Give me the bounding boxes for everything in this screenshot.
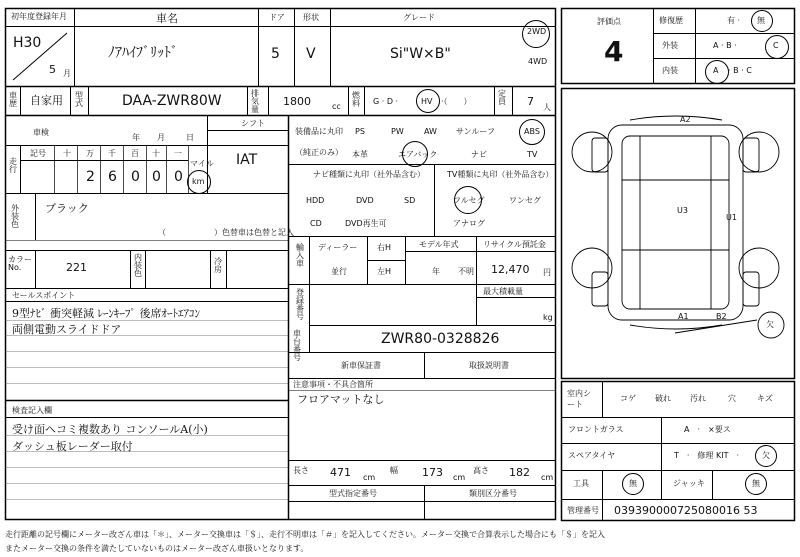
diagram-mark-u3: U3 xyxy=(677,206,688,215)
notes-value: フロアマットなし xyxy=(297,393,385,406)
seat-scratch: キズ xyxy=(757,394,773,403)
width-unit: cm xyxy=(453,473,466,482)
exterior-selected: C xyxy=(773,41,779,50)
cooling-label: 冷房 xyxy=(214,257,222,274)
left-hand: 左H xyxy=(377,267,392,276)
nav-dvd: DVD xyxy=(356,196,374,205)
color-no-label: カラーNo. xyxy=(8,255,32,272)
shape-label: 形状 xyxy=(303,13,319,22)
shape-value: V xyxy=(306,46,316,62)
interior-color-label: 内装色 xyxy=(134,253,142,278)
length-unit: cm xyxy=(363,473,376,482)
model-year-unknown: 不明 xyxy=(458,267,474,276)
mileage-digit: 0 xyxy=(174,169,183,185)
nav-sd: SD xyxy=(404,196,416,205)
mileage-digit-label: 万 xyxy=(86,149,94,158)
fuel-label: 燃料 xyxy=(352,91,360,108)
inspection-label: 車検 xyxy=(33,128,49,137)
repair-label: 修復歴 xyxy=(659,16,683,25)
equipment-label: 装備品に丸印 xyxy=(295,127,343,136)
door-value: 5 xyxy=(271,46,280,62)
mileage-unit-mile: マイル xyxy=(190,159,214,168)
mileage-digit: 2 xyxy=(86,169,95,185)
tv-oneseg: ワンセグ xyxy=(509,196,541,205)
management-no-value: 039390000725080016 53 xyxy=(614,504,758,517)
jack-label: ジャッキ xyxy=(673,479,705,488)
mileage-digit: 0 xyxy=(131,169,140,185)
equip-sunroof: サンルーフ xyxy=(456,127,495,136)
tools-label: 工具 xyxy=(573,479,589,488)
seat-tear: 破れ xyxy=(655,394,671,403)
score-label: 評価点 xyxy=(597,17,621,26)
seat-hole: 穴 xyxy=(728,394,736,403)
capacity-value: 7 xyxy=(527,95,534,108)
chassis-value: ZWR80-0328826 xyxy=(381,331,500,347)
fuel-hv: HV xyxy=(421,97,433,106)
door-label: ドア xyxy=(269,13,285,22)
inspector-note-line: ダッシュ板レーダー取付 xyxy=(12,440,133,453)
fuel-other: ·（ ） xyxy=(441,97,472,106)
inspection-year: 年 xyxy=(132,133,140,142)
height-label: 高さ xyxy=(473,466,489,475)
drive-2wd-circle xyxy=(522,20,550,48)
history-label: 車歴 xyxy=(9,91,17,108)
car-name-label: 車名 xyxy=(156,12,178,25)
exterior-options: A · B · xyxy=(713,41,737,50)
model-year-year: 年 xyxy=(432,267,440,276)
car-name-value: ﾉｱﾊｲﾌﾞﾘｯﾄﾞ xyxy=(108,45,178,61)
equipment-sub: （純正のみ） xyxy=(295,148,343,157)
fuel-options: G · D · xyxy=(373,97,399,106)
fullseg-circle xyxy=(454,186,482,214)
nav-type-label: ナビ種類に丸印（社外品含む） xyxy=(313,170,425,179)
exterior-label: 外装 xyxy=(662,41,678,50)
shift-label: シフト xyxy=(241,119,265,128)
windshield-label: フロントガラス xyxy=(568,425,624,434)
equip-leather: 本革 xyxy=(352,150,368,159)
spare-tire-label: スペアタイヤ xyxy=(568,451,616,460)
mileage-digit-label: 千 xyxy=(108,149,116,158)
mileage-digit: 6 xyxy=(108,169,117,185)
score-value: 4 xyxy=(604,35,624,68)
diagram-mark-a1: A1 xyxy=(678,312,689,321)
diagram-mark-a2: A2 xyxy=(680,115,691,124)
spare-tire-selected: 欠 xyxy=(762,451,770,460)
month-value: 5 xyxy=(49,63,56,76)
recycle-value: 12,470 xyxy=(491,263,530,276)
mileage-label: 走行 xyxy=(9,157,17,174)
right-hand: 右H xyxy=(377,243,392,252)
capacity-unit: 人 xyxy=(543,103,551,112)
equip-abs: ABS xyxy=(524,127,540,136)
shift-value: IAT xyxy=(236,152,258,168)
repair-none: 無 xyxy=(757,16,765,25)
jack-selected: 無 xyxy=(752,479,760,488)
displacement-unit: cc xyxy=(332,102,341,111)
recycle-unit: 円 xyxy=(543,268,551,277)
equip-aw: AW xyxy=(424,127,437,136)
width-value: 173 xyxy=(422,466,443,479)
diagram-mark-missing: 欠 xyxy=(766,320,774,329)
import-parallel: 並行 xyxy=(331,267,347,276)
height-value: 182 xyxy=(509,466,530,479)
model-year-label: モデル年式 xyxy=(419,240,459,249)
interior-options: · B · C xyxy=(728,66,752,75)
equip-airbag: エアバック xyxy=(398,150,438,159)
tv-analog: アナログ xyxy=(453,219,485,228)
abs-circle xyxy=(519,119,545,145)
model-value: DAA-ZWR80W xyxy=(122,93,222,109)
sales-point-line: 9型ﾅﾋﾞ 衝突軽減 ﾚｰﾝｷｰﾌﾟ 後席ｵｰﾄｴｱｺﾝ xyxy=(12,307,200,320)
manual: 取扱説明書 xyxy=(469,361,509,370)
diagram-mark-u1: U1 xyxy=(726,213,737,222)
seat-stain: 汚れ xyxy=(690,394,706,403)
repair-options: 有 · xyxy=(727,16,741,25)
mileage-digit-label: 十 xyxy=(152,149,160,158)
sales-point-line: 両側電動スライドドア xyxy=(12,323,122,336)
type-designation-label: 型式指定番号 xyxy=(329,489,377,498)
class-number-label: 類別区分番号 xyxy=(469,489,517,498)
grade-label: グレード xyxy=(403,13,435,22)
model-label: 型式 xyxy=(75,91,83,108)
tools-none-circle xyxy=(622,473,644,495)
exterior-color-label: 外装色 xyxy=(11,204,19,229)
first-registration-label: 初年度登録年月 xyxy=(11,12,67,21)
inspection-month: 月 xyxy=(157,133,165,142)
interior-selected: A xyxy=(713,66,719,75)
equip-pw: PW xyxy=(391,127,404,136)
width-label: 幅 xyxy=(390,466,398,475)
equip-ps: PS xyxy=(355,127,365,136)
repair-none-circle xyxy=(751,10,773,32)
grade-value: Si"W×B" xyxy=(390,46,451,62)
spare-missing-circle xyxy=(755,445,777,467)
drive-2wd: 2WD xyxy=(527,27,547,36)
mileage-km-circle xyxy=(187,170,211,194)
displacement-label: 排気量 xyxy=(251,89,259,114)
nav-cd: CD xyxy=(310,219,322,228)
max-load-label: 最大積載量 xyxy=(483,287,523,296)
reg-number-label: 登録番号 xyxy=(296,288,304,321)
nav-dvd-play: DVD再生可 xyxy=(345,219,387,228)
interior-a-circle xyxy=(705,60,729,84)
month-unit: 月 xyxy=(63,69,71,78)
footer-note-1: 走行距離の記号欄にメーター改ざん車は「＊」、メーター交換車は「＄」、走行不明車は「＃」を記入してください。メーター交換で合算表示した場合にも「＄」を記入 xyxy=(5,530,605,539)
airbag-circle xyxy=(402,141,428,167)
jack-none-circle xyxy=(745,473,767,495)
height-unit: cm xyxy=(541,473,554,482)
recycle-label: リサイクル預託金 xyxy=(483,240,546,249)
import-dealer: ディーラー xyxy=(318,243,358,252)
nav-hdd: HDD xyxy=(306,196,325,205)
inspector-notes-label: 検査記入欄 xyxy=(12,406,52,415)
mileage-digit-label: 百 xyxy=(131,149,139,158)
exterior-c-circle xyxy=(765,35,789,59)
fuel-hv-circle xyxy=(416,89,440,113)
sales-points-label: セールスポイント xyxy=(12,291,76,300)
usage-value: 自家用 xyxy=(30,94,63,107)
inspection-day: 日 xyxy=(186,133,194,142)
mileage-digit-label: 十 xyxy=(63,149,71,158)
import-label: 輸入車 xyxy=(296,243,304,268)
windshield-options: A · ×要ス xyxy=(684,425,731,434)
mileage-digit-label: 記号 xyxy=(30,149,46,158)
management-no-label: 管理番号 xyxy=(567,506,599,515)
exterior-color-value: ブラック xyxy=(45,202,89,215)
mileage-digit-label: 一 xyxy=(174,149,182,158)
inspector-note-line: 受け面ヘコミ複数あり コンソールA(小) xyxy=(12,423,208,436)
length-value: 471 xyxy=(330,466,351,479)
seat-burn: コゲ xyxy=(620,394,636,403)
mileage-unit-km: km xyxy=(192,177,205,186)
displacement-value: 1800 xyxy=(283,95,311,108)
chassis-label: 車台番号 xyxy=(293,329,301,362)
seat-label: 室内シート xyxy=(567,389,591,410)
tools-selected: 無 xyxy=(629,479,637,488)
notes-label: 注意事項・不具合箇所 xyxy=(293,380,373,389)
footer-note-2: またメーター交換の条件を満たしていないものはメーター改ざん車扱いとなります。 xyxy=(5,544,309,553)
diagram-mark-b2: B2 xyxy=(716,312,727,321)
color-no-value: 221 xyxy=(66,261,87,274)
interior-label: 内装 xyxy=(662,66,678,75)
drive-4wd: 4WD xyxy=(528,57,548,66)
capacity-label: 定員 xyxy=(498,89,506,106)
new-car-warranty: 新車保証書 xyxy=(341,361,381,370)
color-change-note: （ ）色替車は色替と記入 xyxy=(158,228,294,237)
tv-type-label: TV種類に丸印（社外品含む） xyxy=(447,170,554,179)
max-load-unit: kg xyxy=(543,313,553,322)
equip-navi: ナビ xyxy=(471,150,487,159)
equip-tv: TV xyxy=(527,150,538,159)
tv-fullseg: フルセグ xyxy=(453,196,485,205)
year-value: H30 xyxy=(13,35,42,51)
mileage-digit: 0 xyxy=(152,169,161,185)
length-label: 長さ xyxy=(293,466,309,475)
spare-tire-options: T · 修理 KIT · xyxy=(674,451,740,460)
